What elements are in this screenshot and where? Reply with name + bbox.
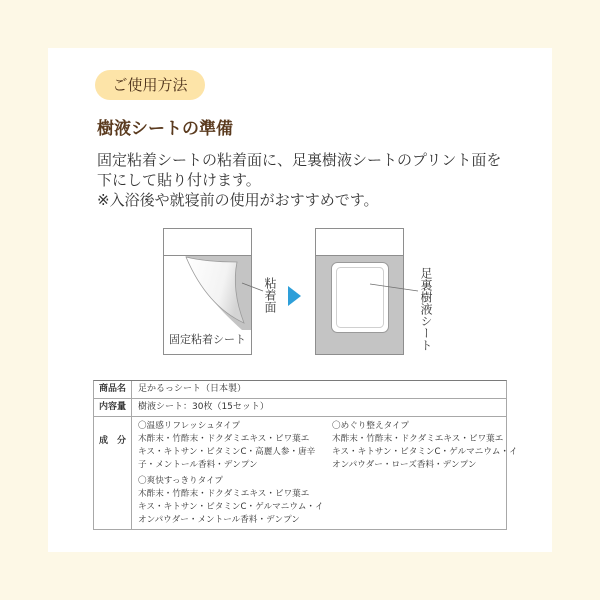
ingredients-column-left	[138, 420, 332, 529]
ingredient-line: 木酢末・竹酢末・ドクダミエキス・ビワ葉エ	[138, 434, 310, 444]
spec-value: 足かるっシート（日本製）	[138, 384, 247, 394]
ingredient-type	[138, 475, 332, 527]
ingredient-type-name: 〇爽快すっきりタイプ	[138, 476, 223, 486]
adhesive-sheet-label: 固定粘着シート	[169, 333, 246, 346]
ingredient-line: キス・キトサン・ビタミンC・ゲルマニウム・イ	[138, 502, 324, 512]
ingredient-type	[332, 420, 518, 472]
spec-label: 成 分	[94, 417, 132, 529]
ingredient-line: 木酢末・竹酢末・ドクダミエキス・ビワ葉エ	[332, 434, 504, 444]
ingredient-type-name: 〇めぐり整えタイプ	[332, 421, 409, 431]
instruction-note: ※入浴後や就寝前の使用がおすすめです。	[97, 191, 379, 209]
ingredient-line: キス・キトサン・ビタミンC・ゲルマニウム・イ	[332, 447, 518, 457]
section-heading: 樹液シートの準備	[97, 119, 233, 139]
spec-row-product-name	[94, 381, 506, 399]
sap-sheet-illustration	[316, 229, 419, 355]
spec-label: 内容量	[94, 399, 132, 416]
instruction-text	[97, 150, 501, 210]
spec-table	[93, 380, 518, 530]
adhesive-surface-callout: 粘着面	[263, 277, 277, 313]
ingredient-line: 木酢末・竹酢末・ドクダミエキス・ビワ葉エ	[138, 489, 310, 499]
spec-row-contents	[94, 399, 506, 417]
ingredient-line: オンパウダー・ローズ香料・デンプン	[332, 460, 477, 470]
spec-value: 樹液シート：30枚（15セット）	[138, 402, 269, 412]
ingredient-line: オンパウダー・メントール香料・デンプン	[138, 515, 300, 525]
ingredient-line: 子・メントール香料・デンプン	[138, 460, 258, 470]
ingredient-type-name: 〇温感リフレッシュタイプ	[138, 421, 241, 431]
instruction-line: 下にして貼り付けます。	[97, 171, 261, 189]
ingredient-line: キス・キトサン・ビタミンC・高麗人参・唐辛	[138, 447, 316, 457]
spec-row-ingredients	[94, 417, 518, 529]
instruction-line: 固定粘着シートの粘着面に、足裏樹液シートのプリント面を	[97, 151, 502, 169]
sap-sheet-print-area	[337, 268, 384, 328]
step-arrow-icon	[288, 286, 301, 306]
ingredient-type	[138, 420, 332, 472]
ingredients-column-right	[332, 420, 518, 529]
usage-instructions-badge: ご使用方法	[95, 70, 205, 100]
sap-sheet-callout: 足裏樹液シート	[419, 267, 433, 351]
spec-label: 商品名	[94, 381, 132, 398]
ingredients-columns	[132, 417, 518, 529]
